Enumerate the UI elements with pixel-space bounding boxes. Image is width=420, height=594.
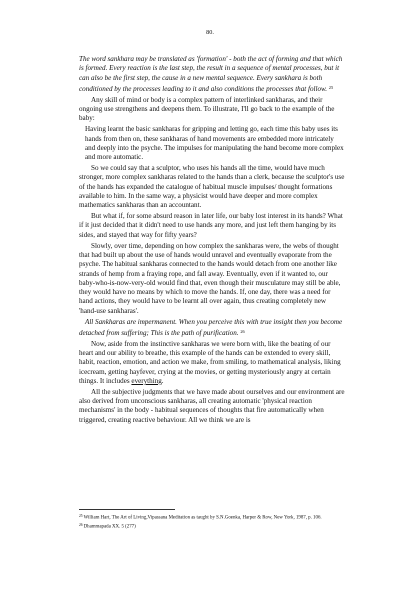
body-paragraph: But what if, for some absurd reason in later life, our baby lost interest in its hands? What if it just decided that it didn't need to use hands any more, and just left them hanging by its sides, and stayed that way for fifty years? bbox=[79, 212, 343, 239]
body-paragraph: So we could say that a sculptor, who uses his hands all the time, would have much stronger, more complex sankharas related to the hands than a clerk, because the sculptor's use of the hands has expanded the catalogue of habitual muscle impulses/ thought formations available to him. In the same way, a physicist would have deeper and more complex mathematics sankharas than an accountant. bbox=[79, 164, 345, 210]
paragraph-text: Now, aside from the instinctive sankharas we were born with, like the beating of our heart and our ability to breathe, this example of the hands can be extended to every skill, habit, reaction, emotion, and action we make, from smiling, to mathematical analysis, liking icecream, getting hayfever, crying at the movies, or getting mysteriously angry at certain things. It includes bbox=[79, 339, 341, 385]
example-paragraph: Having learnt the basic sankharas for gripping and letting go, each time this baby uses its hands from then on, these sankharas of hand movements are embedded more intricately and deeply into the psyche. The impulses for manipulating the hand become more complex and more automatic. bbox=[85, 125, 344, 162]
paragraph-end: . bbox=[161, 376, 164, 385]
footnote-ref-25: 25 bbox=[328, 84, 334, 90]
footnote-text: William Hart, The Art of Living,Vipassana Meditation as taught by S.N.Goenka, Harper & Row, New York, 1987, p. 106. bbox=[83, 515, 322, 521]
body-paragraph bbox=[79, 340, 345, 386]
footnote-text: Dhammapada XX. 5 (277) bbox=[83, 524, 136, 530]
quote-text: The word sankhara may be translated as 'formation' - both the act of forming and that which is formed. Every reaction is the last step, the result in a sequence of mental processes, but it can also be the first step, the cause in a new mental sequence. Every sankhara is both conditioned by the processes leading to it and also conditions the processes that follow. bbox=[79, 55, 343, 93]
body-paragraph: Slowly, over time, depending on how complex the sankharas were, the webs of thought that had built up about the use of hands would unravel and eventually evaporate from the psyche. The habitual sankharas connected to the hands would detach from one another like strands of hemp from a fraying rope, and fall away. Eventually, even if it wanted to, our baby-who-is-now-very-old would find that, even though their musculature may still be able, they would have no means by which to move the hands. If, one day, there was a need for hand actions, they would have to be learnt all over again, thus creating completely new 'hand-use sankharas'. bbox=[79, 241, 341, 315]
footnotes bbox=[79, 513, 345, 531]
verse-paragraph bbox=[79, 318, 345, 339]
underlined-word: everything bbox=[131, 376, 162, 385]
footnote-mark: 26 bbox=[79, 522, 83, 527]
body-paragraph: All the subjective judgments that we have made about ourselves and our environment are also derived from unconscious sankharas, all creating automatic 'physical reaction mechanisms' in the body - habitual sequences of thoughts that fire automatically when triggered, creating reactive behaviour. All we think we are is bbox=[79, 387, 345, 424]
footnote-divider bbox=[79, 509, 175, 510]
verse-text: All Sankharas are impermanent. When you perceive this with true insight then you become detached from suffering; This is the path of purification. bbox=[79, 317, 343, 337]
footnote-mark: 25 bbox=[79, 514, 83, 518]
body-paragraph: Any skill of mind or body is a complex pattern of interlinked sankharas, and their ongoing use strengthens and deepens them. To illustrate, I'll go back to the example of the baby: bbox=[79, 95, 335, 123]
page-body bbox=[79, 55, 345, 427]
footnote-ref-26: 26 bbox=[240, 328, 245, 334]
footnote bbox=[79, 522, 345, 531]
footnote bbox=[79, 513, 345, 522]
quote-paragraph bbox=[79, 55, 345, 94]
page-number: 80. bbox=[206, 29, 214, 36]
